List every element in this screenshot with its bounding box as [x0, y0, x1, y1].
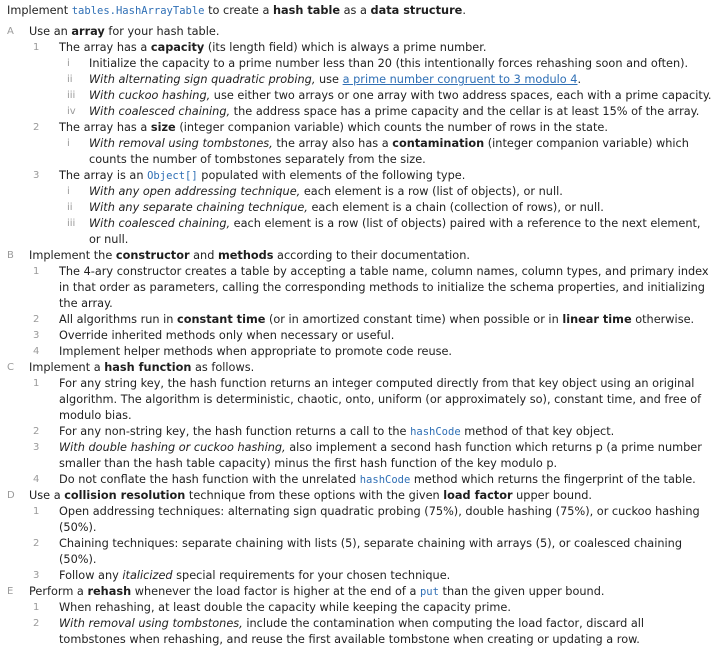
intro-text: . — [462, 4, 466, 17]
item-text — [59, 537, 682, 566]
sub-list-item — [7, 72, 712, 88]
text-run: method of that key object. — [460, 425, 615, 438]
list-marker: iii — [67, 90, 76, 101]
list-item — [7, 328, 712, 344]
text-run: Initialize the capacity to a prime number less than 20 (this intentionally forces rehashing soon and often). — [89, 57, 689, 70]
italic-term: With removal using tombstones, — [59, 617, 243, 630]
text-run: technique from these options with the given — [185, 489, 444, 502]
intro-class-code: tables.HashArrayTable — [71, 5, 205, 17]
item-text — [59, 313, 694, 326]
item-text — [59, 41, 486, 54]
list-marker: 3 — [33, 570, 40, 581]
list-marker: i — [67, 138, 70, 149]
list-marker: 3 — [33, 170, 40, 181]
list-marker: 2 — [33, 426, 40, 437]
section-e — [7, 584, 712, 600]
text-run: also implement a second hash function which returns p (a prime number smaller than the hash table capacity) minus the first hash function of the key modulo p. — [59, 441, 702, 470]
text-run: Implement a — [29, 361, 105, 374]
list-item — [7, 472, 712, 488]
item-text — [59, 265, 709, 310]
section-a — [7, 24, 712, 40]
list-marker: i — [67, 186, 70, 197]
text-run: than the given upper bound. — [438, 585, 605, 598]
text-run: the array also has a — [272, 137, 393, 150]
sub-list-item — [7, 88, 712, 104]
text-run: special requirements for your chosen technique. — [172, 569, 451, 582]
list-marker: 3 — [33, 330, 40, 341]
intro-bold: data structure — [370, 4, 463, 17]
list-marker: i — [67, 58, 70, 69]
item-text — [89, 217, 701, 246]
bold-term: contamination — [392, 137, 485, 150]
bold-term: load factor — [443, 489, 513, 502]
list-marker: 1 — [33, 506, 40, 517]
list-marker: 2 — [33, 122, 40, 133]
sub-list-item — [7, 136, 712, 168]
text-run: upper bound. — [512, 489, 592, 502]
list-marker: 1 — [33, 42, 40, 53]
code-term: Object[] — [147, 170, 198, 182]
text-run: When rehashing, at least double the capacity while keeping the capacity prime. — [59, 601, 511, 614]
bold-term: linear time — [562, 313, 632, 326]
text-run: Chaining techniques: separate chaining with lists (5), separate chaining with arrays (5), or coalesced chaining (50%). — [59, 537, 682, 566]
section-d — [7, 488, 712, 504]
intro-text: as a — [340, 4, 371, 17]
bold-term: capacity — [150, 41, 205, 54]
text-run: Follow any — [59, 569, 123, 582]
bold-term: constant time — [177, 313, 266, 326]
item-text — [89, 201, 604, 214]
list-item — [7, 376, 712, 424]
text-run: All algorithms run in — [59, 313, 178, 326]
list-marker: ii — [67, 74, 73, 85]
text-run: (integer companion variable) which counts the number of tombstones separately from the size. — [89, 137, 689, 166]
sub-list-item — [7, 200, 712, 216]
item-text — [59, 169, 465, 182]
list-item — [7, 344, 712, 360]
item-text — [29, 489, 592, 502]
item-text — [59, 425, 614, 438]
italic-term: With alternating sign quadratic probing, — [89, 73, 316, 86]
list-item — [7, 504, 712, 536]
text-run: otherwise. — [631, 313, 695, 326]
item-text — [59, 121, 608, 134]
text-run: The 4-ary constructor creates a table by accepting a table name, column names, column types, and primary index in that order as parameters, calling the corresponding methods to initialize the schema properties, and initializing the array. — [59, 265, 709, 310]
item-text — [59, 601, 511, 614]
item-text — [59, 329, 394, 342]
list-marker: C — [7, 362, 14, 373]
text-run: each element is a chain (collection of rows), or null. — [307, 201, 604, 214]
item-text — [89, 73, 581, 86]
code-term: hashCode — [410, 426, 461, 438]
sub-list-item — [7, 56, 712, 72]
list-marker: ii — [67, 202, 73, 213]
bold-term: array — [71, 25, 105, 38]
text-run: for your hash table. — [104, 25, 220, 38]
text-run: Do not conflate the hash function with the unrelated — [59, 473, 360, 486]
text-run: (integer companion variable) which counts the number of rows in the state. — [175, 121, 608, 134]
text-run: use — [315, 73, 343, 86]
text-run: Use a — [29, 489, 65, 502]
text-run: populated with elements of the following type. — [197, 169, 466, 182]
list-item — [7, 536, 712, 568]
text-run: method which returns the fingerprint of the table. — [410, 473, 696, 486]
intro-text: to create a — [204, 4, 273, 17]
list-marker: 4 — [33, 474, 40, 485]
bold-term: constructor — [115, 249, 190, 262]
sub-list-item — [7, 184, 712, 200]
text-run: each element is a row (list of objects), or null. — [300, 185, 563, 198]
italic-term: With double hashing or cuckoo hashing, — [59, 441, 286, 454]
text-run: according to their documentation. — [273, 249, 470, 262]
list-marker: 3 — [33, 442, 40, 453]
section-b — [7, 248, 712, 264]
list-marker: 1 — [33, 602, 40, 613]
text-run: The array has a — [59, 41, 151, 54]
text-run: Implement the — [29, 249, 116, 262]
list-item — [7, 120, 712, 136]
list-item — [7, 264, 712, 312]
italic-term: With any separate chaining technique, — [89, 201, 308, 214]
text-run: include the contamination when computing the load factor, discard all tombstones when rehashing, and reuse the first available tombstone when creating or updating a row. — [59, 617, 645, 646]
item-text — [59, 473, 696, 486]
text-run: each element is a row (list of objects) paired with a reference to the next element, or null. — [89, 217, 701, 246]
list-marker: A — [7, 26, 14, 37]
text-run: (or in amortized constant time) when possible or in — [265, 313, 563, 326]
intro-bold: hash table — [273, 4, 341, 17]
item-text — [89, 89, 712, 102]
italic-term: With removal using tombstones, — [89, 137, 273, 150]
section-c — [7, 360, 712, 376]
list-marker: 2 — [33, 314, 40, 325]
text-run: Perform a — [29, 585, 88, 598]
item-text — [59, 377, 701, 422]
list-item — [7, 168, 712, 184]
text-run: as follows. — [191, 361, 255, 374]
list-marker: iii — [67, 218, 76, 229]
text-run: The array is an — [59, 169, 148, 182]
item-text — [89, 185, 563, 198]
item-text — [59, 569, 450, 582]
bold-term: methods — [217, 249, 274, 262]
text-run: Override inherited methods only when necessary or useful. — [59, 329, 395, 342]
list-marker: E — [7, 586, 14, 597]
item-text — [29, 25, 219, 38]
bold-term: collision resolution — [64, 489, 186, 502]
list-item — [7, 616, 712, 648]
item-text — [29, 585, 604, 598]
text-run: (its length field) which is always a prime number. — [204, 41, 487, 54]
list-marker: D — [7, 490, 15, 501]
item-text — [29, 361, 254, 374]
text-run: and — [189, 249, 218, 262]
text-run: Use an — [29, 25, 72, 38]
italic-term: With any open addressing technique, — [89, 185, 301, 198]
item-text — [89, 105, 699, 118]
list-item — [7, 440, 712, 472]
list-item — [7, 312, 712, 328]
list-marker: B — [7, 250, 14, 261]
list-item — [7, 568, 712, 584]
code-term: hashCode — [359, 474, 411, 486]
item-text — [89, 57, 688, 70]
intro-text: Implement — [7, 4, 72, 17]
italic-term: With coalesced chaining, — [89, 105, 231, 118]
sub-list-item — [7, 104, 712, 120]
text-run: Open addressing techniques: alternating sign quadratic probing (75%), double hashing (75%), or cuckoo hashing (50%). — [59, 505, 700, 534]
item-text — [89, 137, 689, 166]
item-text — [59, 441, 702, 470]
list-item — [7, 40, 712, 56]
list-item — [7, 600, 712, 616]
text-run: . — [577, 73, 582, 86]
italic-term: With coalesced chaining, — [89, 217, 231, 230]
text-run: the address space has a prime capacity and the cellar is at least 15% of the array. — [230, 105, 700, 118]
list-marker: 4 — [33, 346, 40, 357]
list-marker: 2 — [33, 618, 40, 629]
list-marker: 2 — [33, 538, 40, 549]
list-item — [7, 424, 712, 440]
text-run: The array has a — [59, 121, 151, 134]
requirements-outline — [7, 24, 712, 648]
code-term: put — [419, 586, 439, 598]
prime-link[interactable]: a prime number congruent to 3 modulo 4 — [342, 73, 578, 86]
item-text — [59, 617, 644, 646]
text-run: whenever the load factor is higher at the end of a — [131, 585, 420, 598]
text-run: use either two arrays or one array with two address spaces, each with a prime capacity. — [210, 89, 712, 102]
item-text — [59, 505, 700, 534]
bold-term: rehash — [87, 585, 132, 598]
list-marker: 1 — [33, 378, 40, 389]
bold-term: size — [150, 121, 176, 134]
intro-line — [7, 3, 712, 19]
bold-term: hash function — [104, 361, 192, 374]
text-run: Implement helper methods when appropriate to promote code reuse. — [59, 345, 453, 358]
item-text — [59, 345, 452, 358]
list-marker: 1 — [33, 266, 40, 277]
item-text — [29, 249, 470, 262]
sub-list-item — [7, 216, 712, 248]
text-run: For any non-string key, the hash function returns a call to the — [59, 425, 411, 438]
italic-term: With cuckoo hashing, — [89, 89, 211, 102]
italic-term: italicized — [122, 569, 173, 582]
list-marker: iv — [67, 106, 76, 117]
text-run: For any string key, the hash function returns an integer computed directly from that key object using an original algorithm. The algorithm is deterministic, chaotic, onto, uniform (or approximately so), constant time, and free of modulo bias. — [59, 377, 702, 422]
